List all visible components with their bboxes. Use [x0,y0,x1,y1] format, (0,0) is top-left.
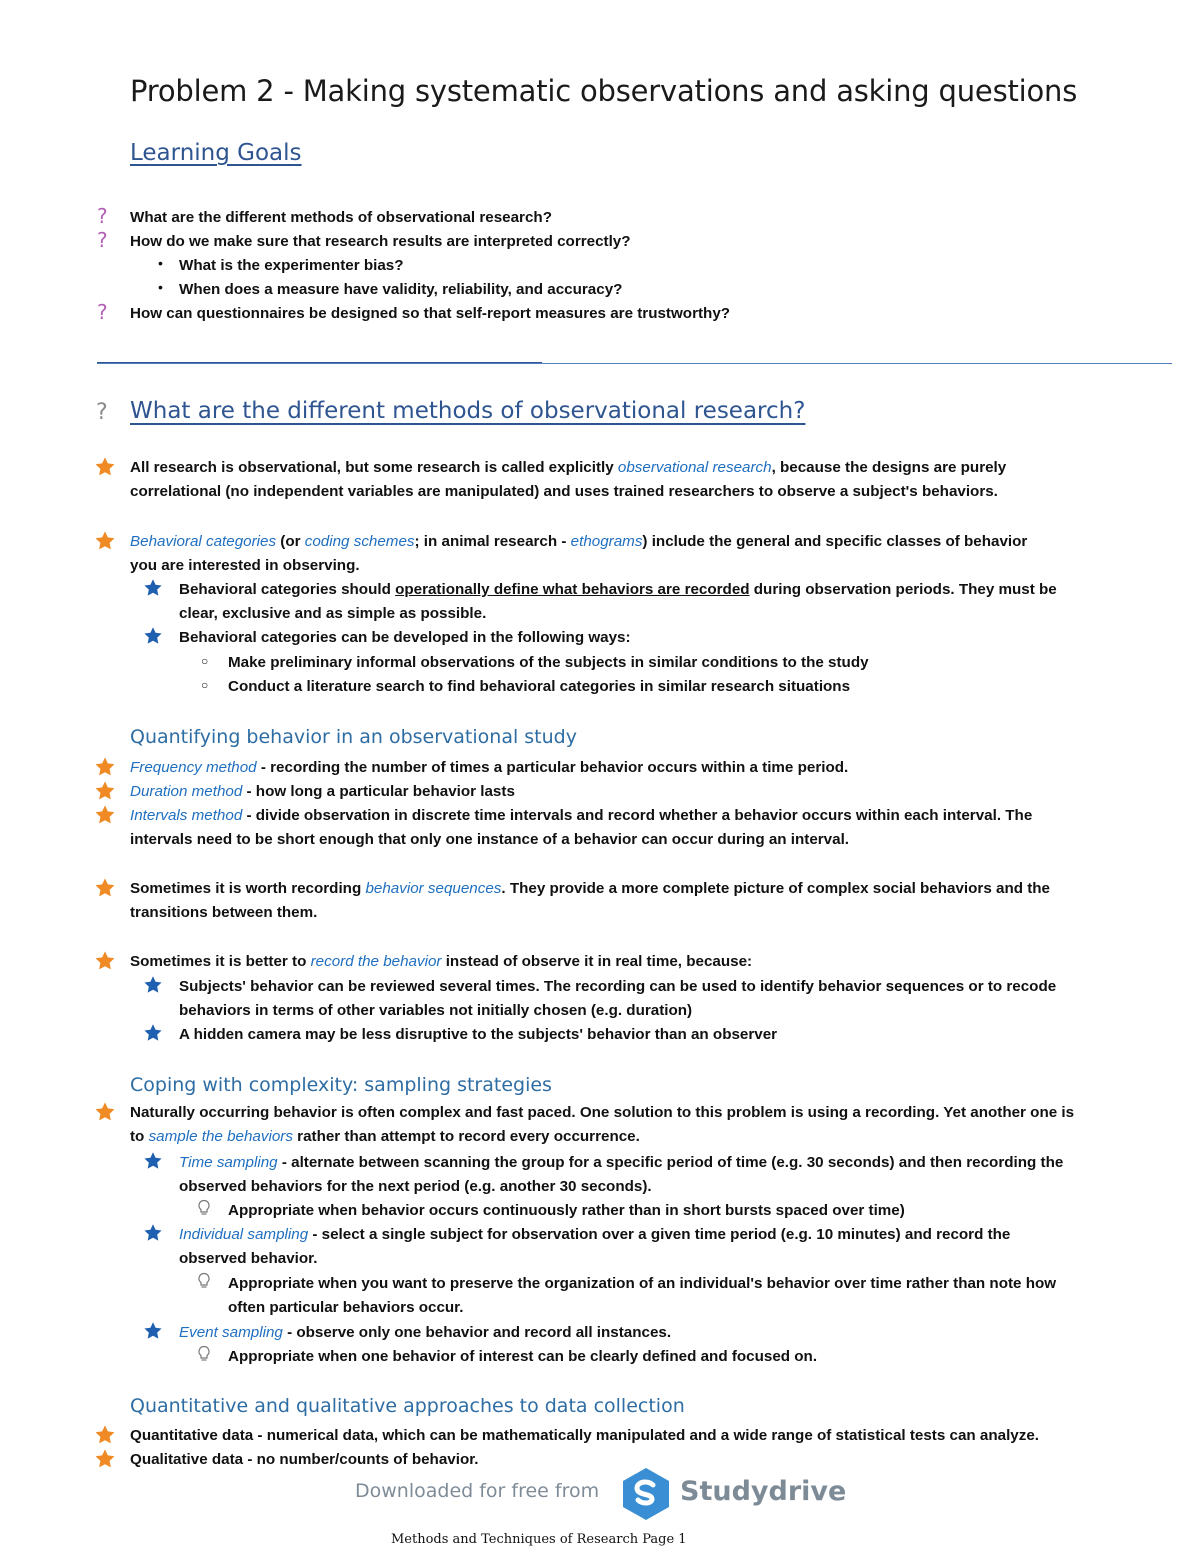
bullet-icon: • [158,279,163,295]
lightbulb-icon [196,1345,212,1367]
method-frequency: Frequency method - recording the number of times a particular behavior occurs within a time period. [130,759,849,776]
orange-star-icon [94,950,116,977]
learning-goal-1: What are the different methods of observational research? [130,209,552,226]
categories-point-1: Behavioral categories should operationally define what behaviors are recorded during observation periods. They must be [179,581,1057,598]
individual-sampling: Individual sampling - select a single subject for observation over a given time period (e.g. 10 minutes) and record the [179,1226,1011,1243]
orange-star-icon [94,1424,116,1451]
orange-star-icon [94,530,116,557]
page-footer: Methods and Techniques of Research Page 1 [391,1532,687,1547]
section-heading-quantifying: Quantifying behavior in an observational study [130,726,577,748]
individual-sampling-tip: Appropriate when you want to preserve the organization of an individual's behavior over time rather than note how [228,1275,1057,1292]
circle-bullet-icon: ○ [201,678,209,692]
event-sampling: Event sampling - observe only one behavior and record all instances. [179,1324,672,1341]
record-point-2: A hidden camera may be less disruptive to the subjects' behavior than an observer [179,1026,778,1043]
page-title: Problem 2 - Making systematic observations and asking questions [130,74,1078,108]
blue-star-icon [143,1223,163,1248]
paragraph-observational-cont: correlational (no independent variables are manipulated) and uses trained researchers to observe a subject's behaviors. [130,483,998,500]
circle-bullet-icon: ○ [201,654,209,668]
categories-point-2: Behavioral categories can be developed in the following ways: [179,629,631,646]
method-intervals-cont: intervals need to be short enough that only one instance of a behavior can occur during an interval. [130,831,850,848]
section-divider-accent [97,362,542,363]
keyword: Duration method [130,783,243,800]
paragraph-observational: All research is observational, but some research is called explicitly observational research, because the designs are purely [130,459,1007,476]
paragraph-sequences-cont: transitions between them. [130,904,318,921]
learning-goal-2: How do we make sure that research results are interpreted correctly? [130,233,631,250]
method-intervals: Intervals method - divide observation in discrete time intervals and record whether a behavior occurs within each interval. The [130,807,1033,824]
question-mark-icon: ? [97,228,108,252]
categories-point-1-cont: clear, exclusive and as simple as possible. [179,605,487,622]
blue-star-icon [143,626,163,651]
section-heading-methods: What are the different methods of observational research? [130,398,806,424]
learning-goal-2a: What is the experimenter bias? [179,257,404,274]
record-point-1-cont: behaviors in terms of other variables not initially chosen (e.g. duration) [179,1002,693,1019]
qualitative-data: Qualitative data - no number/counts of behavior. [130,1451,479,1468]
underlined-text: operationally define what behaviors are recorded [395,581,750,598]
blue-star-icon [143,578,163,603]
section-divider [97,363,1172,364]
keyword: coding schemes [304,533,415,550]
time-sampling-cont: observed behaviors for the next period (e.g. another 30 seconds). [179,1178,652,1195]
keyword: observational research [617,459,772,476]
lightbulb-icon [196,1199,212,1221]
blue-star-icon [143,1321,163,1346]
individual-sampling-cont: observed behavior. [179,1250,318,1267]
blue-star-icon [143,975,163,1000]
keyword: Frequency method [130,759,257,776]
orange-star-icon [94,877,116,904]
keyword: record the behavior [310,953,442,970]
record-point-1: Subjects' behavior can be reviewed several times. The recording can be used to identify behavior sequences or to recode [179,978,1057,995]
event-sampling-tip: Appropriate when one behavior of interest can be clearly defined and focused on. [228,1348,818,1365]
section-heading-sampling: Coping with complexity: sampling strategies [130,1074,552,1096]
keyword: Individual sampling [179,1226,309,1243]
orange-star-icon [94,780,116,807]
keyword: behavior sequences [365,880,502,897]
paragraph-sequences: Sometimes it is worth recording behavior sequences. They provide a more complete picture of complex social behaviors and the [130,880,1050,897]
keyword: Event sampling [179,1324,283,1341]
orange-star-icon [94,1448,116,1475]
paragraph-categories: Behavioral categories (or coding schemes; in animal research - ethograms) include the general and specific classes of behavior [130,533,1028,550]
keyword: Intervals method [130,807,243,824]
keyword: Behavioral categories [130,533,277,550]
orange-star-icon [94,1101,116,1128]
categories-way-1: Make preliminary informal observations of the subjects in similar conditions to the study [228,654,869,671]
paragraph-record: Sometimes it is better to record the behavior instead of observe it in real time, because: [130,953,753,970]
paragraph-sampling-cont: to sample the behaviors rather than attempt to record every occurrence. [130,1128,640,1145]
quantitative-data: Quantitative data - numerical data, which can be mathematically manipulated and a wide range of statistical tests can analyze. [130,1427,1039,1444]
question-mark-icon: ? [96,400,108,425]
blue-star-icon [143,1023,163,1048]
download-notice: Downloaded for free from [355,1480,600,1502]
studydrive-brand[interactable]: Studydrive [680,1476,847,1507]
question-mark-icon: ? [97,204,108,228]
categories-way-2: Conduct a literature search to find behavioral categories in similar research situations [228,678,851,695]
learning-goal-2b: When does a measure have validity, reliability, and accuracy? [179,281,623,298]
studydrive-logo-icon[interactable] [618,1466,674,1522]
keyword: Time sampling [179,1154,278,1171]
time-sampling-tip: Appropriate when behavior occurs continuously rather than in short bursts spaced over time) [228,1202,905,1219]
paragraph-categories-cont: you are interested in observing. [130,557,360,574]
keyword: sample the behaviors [148,1128,293,1145]
keyword: ethograms [570,533,643,550]
orange-star-icon [94,804,116,831]
section-heading-approaches: Quantitative and qualitative approaches to data collection [130,1395,685,1417]
lightbulb-icon [196,1272,212,1294]
individual-sampling-tip-cont: often particular behaviors occur. [228,1299,464,1316]
orange-star-icon [94,456,116,483]
paragraph-sampling: Naturally occurring behavior is often complex and fast paced. One solution to this problem is using a recording. Yet another one is [130,1104,1075,1121]
method-duration: Duration method - how long a particular behavior lasts [130,783,515,800]
learning-goals-heading: Learning Goals [130,140,302,166]
time-sampling: Time sampling - alternate between scanning the group for a specific period of time (e.g. 30 seconds) and then recording the [179,1154,1064,1171]
learning-goal-3: How can questionnaires be designed so that self-report measures are trustworthy? [130,305,731,322]
orange-star-icon [94,756,116,783]
question-mark-icon: ? [97,300,108,324]
blue-star-icon [143,1151,163,1176]
bullet-icon: • [158,255,163,271]
